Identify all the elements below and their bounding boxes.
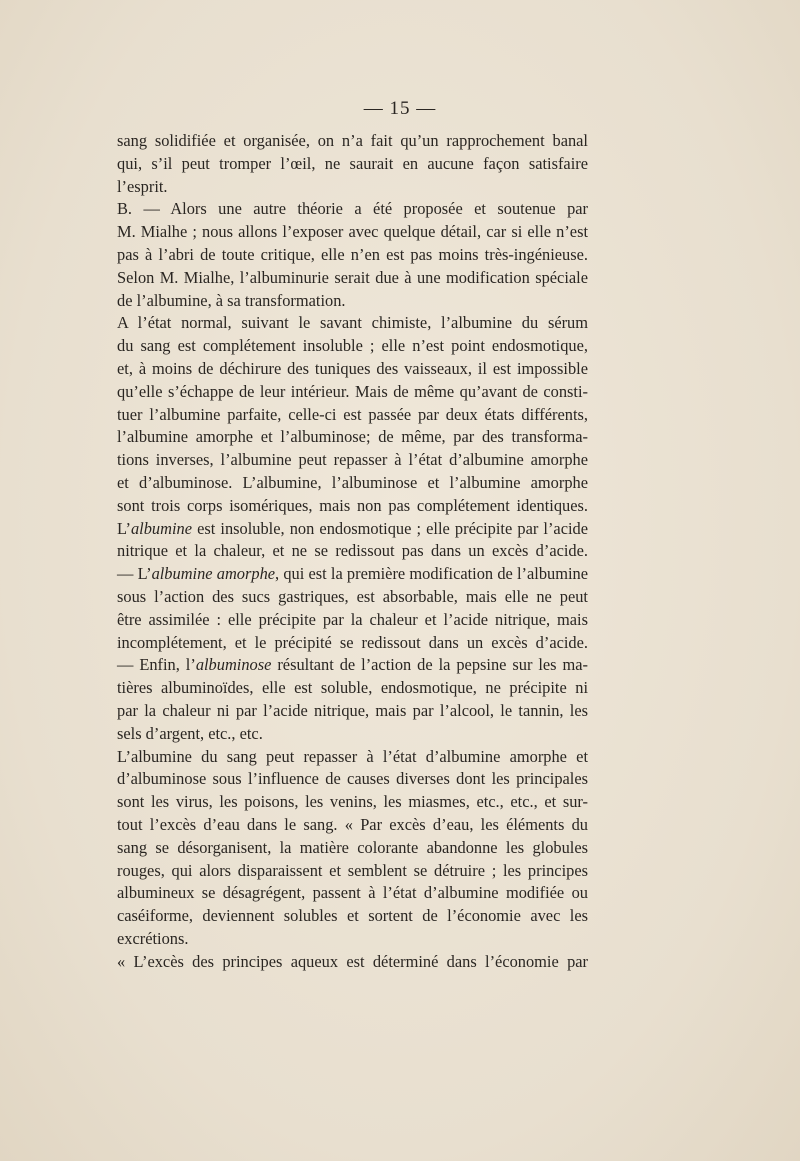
- text-line: l’albumine amorphe et l’albuminose; de même, par des transforma-: [117, 427, 588, 447]
- text-line: de l’albumine, à sa transformation.: [117, 290, 346, 310]
- text-line: tions inverses, l’albumine peut repasser à l’état d’albumine amorphe: [117, 450, 588, 470]
- text-line: caséiforme, deviennent solubles et sortent de l’économie avec les: [117, 906, 588, 926]
- text-line: tuer l’albumine parfaite, celle-ci est passée par deux états différents,: [117, 404, 588, 424]
- text-line: pas à l’abri de toute critique, elle n’en est pas moins très-ingénieuse.: [117, 244, 588, 264]
- text-line: être assimilée : elle précipite par la chaleur et l’acide nitrique, mais: [117, 609, 588, 629]
- text-line: nitrique et la chaleur, et ne se redissout pas dans un excès d’acide.: [117, 541, 588, 561]
- text-line: « L’excès des principes aqueux est déterminé dans l’économie par: [117, 951, 588, 971]
- text-line: sont les virus, les poisons, les venins, les miasmes, etc., etc., et sur-: [117, 792, 588, 812]
- text-line: sang solidifiée et organisée, on n’a fait qu’un rapprochement banal: [117, 131, 588, 150]
- text-line: du sang est complétement insoluble ; elle n’est point endosmotique,: [117, 336, 588, 356]
- text-line: Selon M. Mialhe, l’albuminurie serait due à une modification spéciale: [117, 267, 588, 287]
- text-line: sous l’action des sucs gastriques, est absorbable, mais elle ne peut: [117, 586, 588, 606]
- text-line: incomplétement, et le précipité se redissout dans un excès d’acide.: [117, 632, 588, 652]
- text-line: et, à moins de déchirure des tuniques des vaisseaux, il est impossible: [117, 358, 588, 378]
- text-line: qui, s’il peut tromper l’œil, ne saurait en aucune façon satisfaire: [117, 153, 588, 173]
- text-line: L’albumine est insoluble, non endosmotique ; elle précipite par l’acide: [117, 518, 588, 538]
- text-line: A l’état normal, suivant le savant chimiste, l’albumine du sérum: [117, 313, 588, 333]
- text-line: excrétions.: [117, 928, 189, 948]
- text-line: sang se désorganisent, la matière colorante abandonne les globules: [117, 837, 588, 857]
- text-line: — Enfin, l’albuminose résultant de l’action de la pepsine sur les ma-: [117, 655, 588, 675]
- text-line: et d’albuminose. L’albumine, l’albuminose et l’albumine amorphe: [117, 472, 588, 492]
- text-line: tières albuminoïdes, elle est soluble, endosmotique, ne précipite ni: [117, 678, 588, 698]
- text-line: B. — Alors une autre théorie a été proposée et soutenue par: [117, 199, 588, 219]
- text-line: rouges, qui alors disparaissent et semblent se détruire ; les principes: [117, 860, 588, 880]
- text-line: par la chaleur ni par l’acide nitrique, mais par l’alcool, le tannin, les: [117, 700, 588, 720]
- page-number: — 15 —: [363, 98, 437, 119]
- text-line: M. Mialhe ; nous allons l’exposer avec quelque détail, car si elle n’est: [117, 222, 588, 242]
- body-text: [117, 130, 588, 973]
- text-line: tout l’excès d’eau dans le sang. « Par excès d’eau, les éléments du: [117, 814, 588, 834]
- text-line: l’esprit.: [117, 176, 168, 196]
- text-line: L’albumine du sang peut repasser à l’état d’albumine amorphe et: [117, 746, 588, 766]
- text-line: d’albuminose sous l’influence de causes diverses dont les principales: [117, 769, 588, 789]
- text-line: qu’elle s’échappe de leur intérieur. Mais de même qu’avant de consti-: [117, 381, 588, 401]
- text-line: albumineux se désagrégent, passent à l’état d’albumine modifiée ou: [117, 883, 588, 903]
- text-line: — L’albumine amorphe, qui est la première modification de l’albumine: [117, 564, 589, 584]
- text-line: sont trois corps isomériques, mais non pas complétement identiques.: [117, 495, 588, 515]
- text-line: sels d’argent, etc., etc.: [117, 723, 263, 743]
